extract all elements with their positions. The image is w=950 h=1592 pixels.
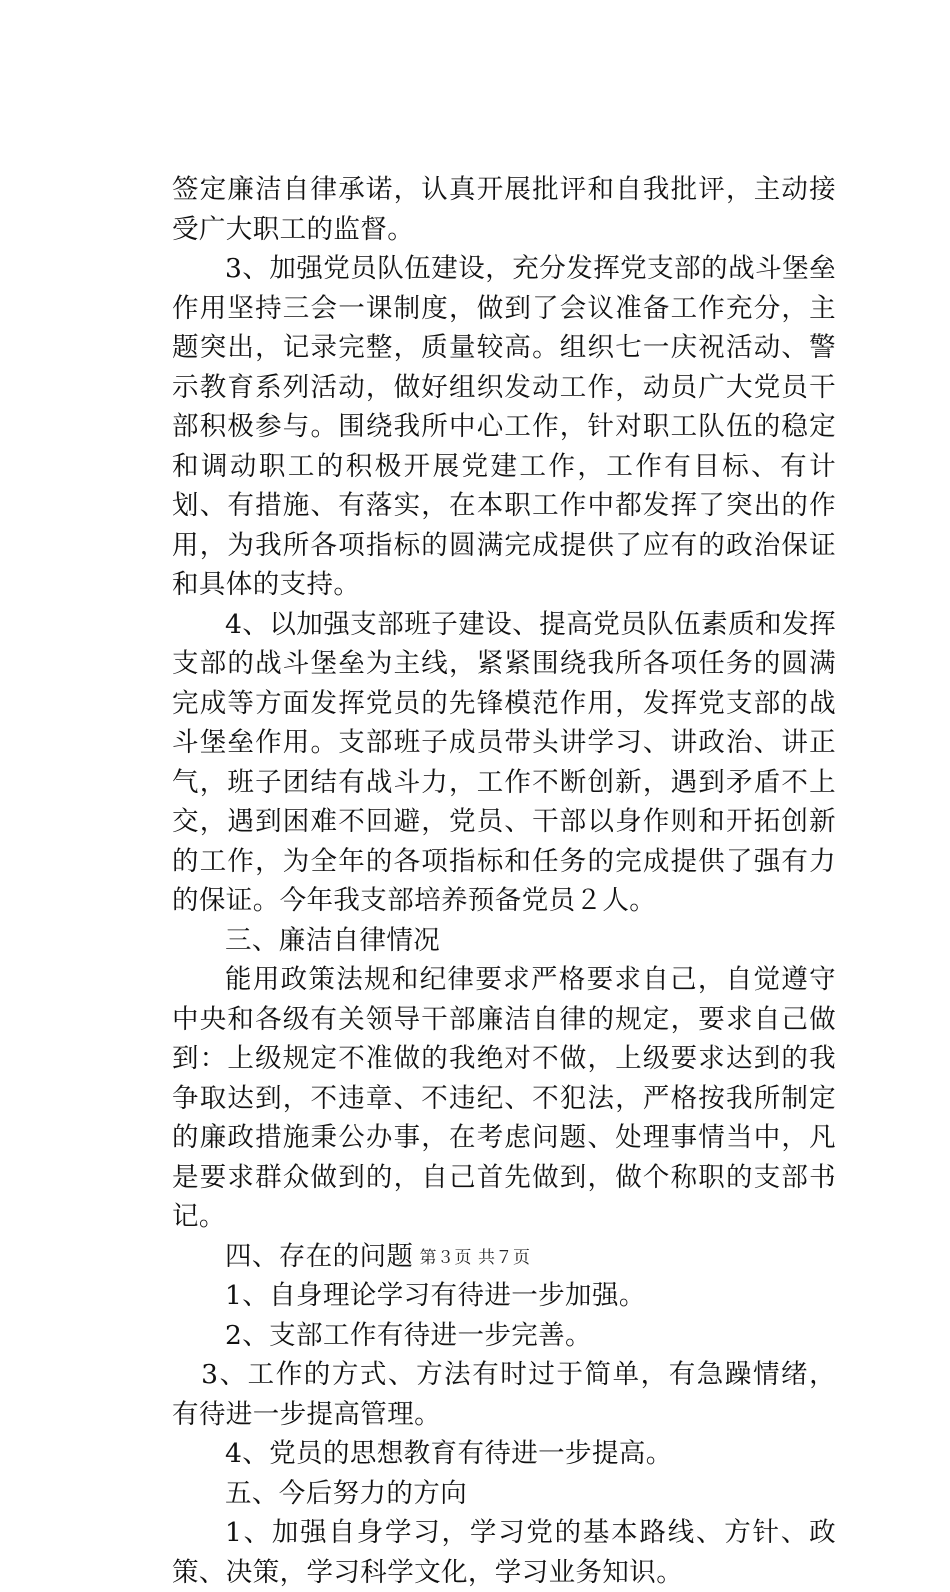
page-number-footer: 第３页 共７页: [419, 1248, 531, 1268]
direction-item-1: 1、加强自身学习，学习党的基本路线、方针、政策、决策，学习科学文化，学习业务知识。: [172, 1517, 836, 1588]
section-heading-integrity: 三、廉洁自律情况: [225, 924, 441, 956]
section-heading-problems: 四、存在的问题: [225, 1240, 414, 1272]
problem-item-2: 2、支部工作有待进一步完善。: [225, 1319, 592, 1351]
document-body: [172, 170, 836, 1592]
problem-item-1: 1、自身理论学习有待进一步加强。: [225, 1280, 646, 1311]
paragraph-commitment: 签定廉洁自律承诺，认真开展批评和自我批评，主动接受广大职工的监督。: [172, 174, 836, 245]
problem-item-3: 3、工作的方式、方法有时过于简单，有急躁情绪，有待进一步提高管理。: [172, 1359, 836, 1430]
section-heading-direction: 五、今后努力的方向: [225, 1477, 468, 1509]
paragraph-item-4-branch-building: 4、以加强支部班子建设、提高党员队伍素质和发挥支部的战斗堡垒为主线，紧紧围绕我所各项任务的圆满完成等方面发挥党员的先锋模范作用，发挥党支部的战斗堡垒作用。支部班子成员带头讲学习、讲政治、讲正气，班子团结有战斗力，工作不断创新，遇到矛盾不上交，遇到困难不回避，党员、干部以身作则和开拓创新的工作，为全年的各项指标和任务的完成提供了强有力的保证。今年我支部培养预备党员２人。: [172, 608, 836, 916]
problem-item-4: 4、党员的思想教育有待进一步提高。: [225, 1438, 673, 1469]
paragraph-integrity: 能用政策法规和纪律要求严格要求自己，自觉遵守中央和各级有关领导干部廉洁自律的规定，要求自己做到：上级规定不准做的我绝对不做，上级要求达到的我争取达到，不违章、不违纪、不犯法，严格按我所制定的廉政措施秉公办事，在考虑问题、处理事情当中，凡是要求群众做到的，自己首先做到，做个称职的支部书记。: [172, 964, 836, 1232]
paragraph-item-3-team-building: 3、加强党员队伍建设，充分发挥党支部的战斗堡垒作用坚持三会一课制度，做到了会议准备工作充分，主题突出，记录完整，质量较高。组织七一庆祝活动、警示教育系列活动，做好组织发动工作，动员广大党员干部积极参与。围绕我所中心工作，针对职工队伍的稳定和调动职工的积极开展党建工作，工作有目标、有计划、有措施、有落实，在本职工作中都发挥了突出的作用，为我所各项指标的圆满完成提供了应有的政治保证和具体的支持。: [172, 253, 836, 600]
